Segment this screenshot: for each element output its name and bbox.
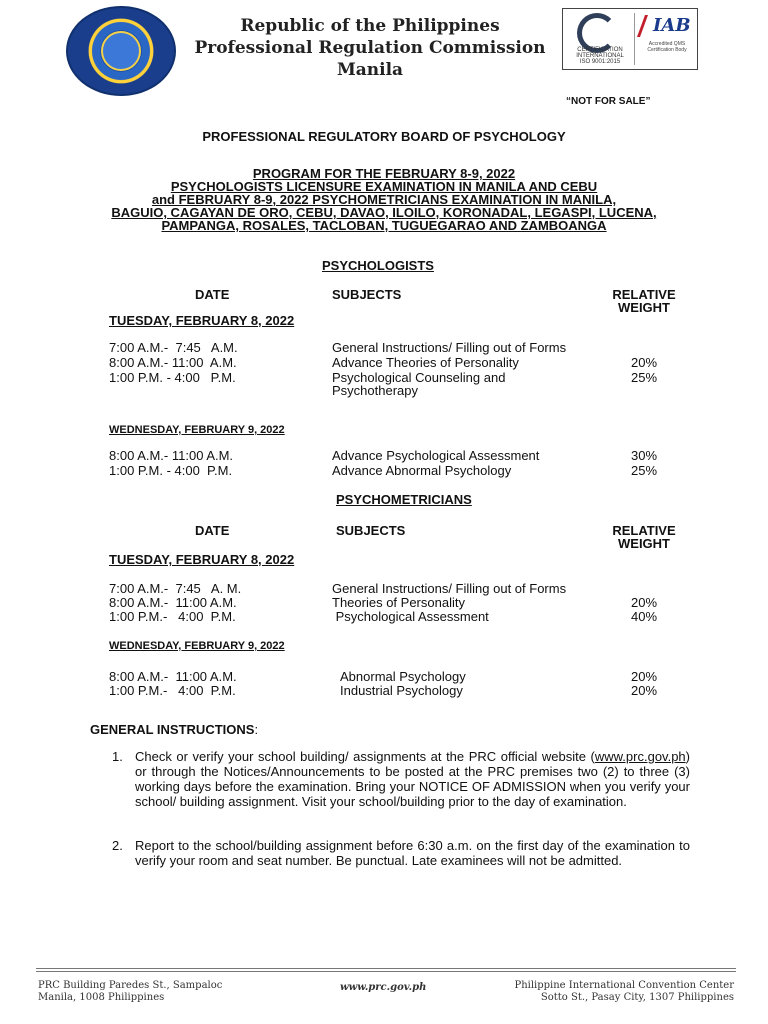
prc-seal-logo [66, 6, 176, 96]
schedule-subject: General Instructions/ Filling out of Forms [332, 340, 567, 355]
schedule-weight: 20% [630, 355, 658, 370]
schedule-weight: 25% [630, 463, 658, 478]
psychologists-day2-heading: WEDNESDAY, FEBRUARY 9, 2022 [109, 424, 285, 436]
column-weight-1: RELATIVE [612, 523, 676, 538]
header-city: Manila [336, 60, 404, 80]
cert-divider [634, 13, 635, 65]
header-commission: Professional Regulation Commission [194, 38, 546, 58]
footer-divider [36, 971, 736, 972]
psychometricians-day1-heading: TUESDAY, FEBRUARY 8, 2022 [109, 552, 295, 567]
cert-label: CERTIFICATION INTERNATIONAL [576, 47, 624, 59]
instruction-text: Report to the school/building assignment before 6:30 a.m. on the first day of the examination to verify your room and seat number. Be punctual. Late examinees will not be admitted. [135, 838, 690, 868]
schedule-subject: Advance Abnormal Psychology [332, 463, 512, 478]
psychologists-day1-heading: TUESDAY, FEBRUARY 8, 2022 [109, 313, 295, 328]
schedule-time: 7:00 A.M.- 7:45 A. M. [109, 581, 242, 596]
footer-right-line2: Sotto St., Pasay City, 1307 Philippines [540, 992, 734, 1003]
schedule-weight: 30% [630, 448, 658, 463]
header-republic: Republic of the Philippines [240, 16, 500, 36]
program-line-3: and FEBRUARY 8-9, 2022 PSYCHOMETRICIANS EXAMINATION IN MANILA, [151, 192, 617, 207]
cert-iso: ISO 9001:2015 [579, 59, 621, 65]
schedule-weight: 20% [630, 669, 658, 684]
schedule-time: 8:00 A.M.- 11:00 A.M. [109, 669, 237, 684]
schedule-subject: Theories of Personality [332, 595, 465, 610]
column-subjects: SUBJECTS [332, 287, 402, 302]
schedule-subject: General Instructions/ Filling out of Forms [332, 581, 567, 596]
footer-website[interactable]: www.prc.gov.ph [340, 982, 427, 993]
schedule-subject: Advance Psychological Assessment [332, 448, 540, 463]
schedule-subject: Psychological Assessment [332, 609, 489, 624]
section-psychologists-title: PSYCHOLOGISTS [322, 258, 434, 273]
column-weight-2: WEIGHT [618, 536, 670, 551]
certification-logos [562, 8, 698, 70]
schedule-subject: Industrial Psychology [340, 683, 463, 698]
program-line-5: PAMPANGA, ROSALES, TACLOBAN, TUGUEGARAO AND ZAMBOANGA [161, 218, 607, 233]
program-line-2: PSYCHOLOGISTS LICENSURE EXAMINATION IN MANILA AND CEBU [170, 179, 598, 194]
schedule-subject: Advance Theories of Personality [332, 355, 519, 370]
footer-divider [36, 968, 736, 969]
instruction-number: 2. [112, 838, 123, 853]
footer-right-line1: Philippine International Convention Center [514, 980, 734, 991]
column-date: DATE [195, 523, 230, 538]
footer-address-left [38, 980, 222, 1004]
column-weight-1: RELATIVE [612, 287, 676, 302]
instruction-item [112, 749, 690, 829]
schedule-time: 1:00 P.M. - 4:00 P.M. [109, 463, 233, 478]
footer-address-right [450, 980, 734, 1004]
column-weight-2: WEIGHT [618, 300, 670, 315]
schedule-time: 8:00 A.M.- 11:00 A.M. [109, 355, 237, 370]
schedule-subject-cont: Psychotherapy [332, 383, 418, 398]
general-instructions-colon: : [254, 722, 259, 737]
schedule-subject: Abnormal Psychology [340, 669, 466, 684]
column-subjects: SUBJECTS [336, 523, 406, 538]
prc-website-link[interactable]: www.prc.gov.ph [594, 749, 686, 764]
schedule-time: 7:00 A.M.- 7:45 A.M. [109, 340, 238, 355]
instruction-item [112, 838, 690, 888]
schedule-time: 1:00 P.M.- 4:00 P.M. [109, 683, 236, 698]
schedule-time: 1:00 P.M. - 4:00 P.M. [109, 370, 236, 385]
footer-left-line1: PRC Building Paredes St., Sampaloc [38, 980, 223, 991]
not-for-sale-label: “NOT FOR SALE” [566, 96, 651, 107]
column-date: DATE [195, 287, 230, 302]
schedule-weight: 40% [630, 609, 658, 624]
iab-text: Accredited QMS Certification Body [647, 41, 687, 53]
program-line-4: BAGUIO, CAGAYAN DE ORO, CEBU, DAVAO, ILOILO, KORONADAL, LEGASPI, LUCENA, [111, 205, 657, 220]
schedule-time: 1:00 P.M.- 4:00 P.M. [109, 609, 236, 624]
schedule-subject: Psychological Counseling and [332, 370, 506, 385]
board-title: PROFESSIONAL REGULATORY BOARD OF PSYCHOLOGY [202, 129, 566, 144]
iab-logo: IAB [653, 15, 691, 36]
schedule-time: 8:00 A.M.- 11:00 A.M. [109, 448, 234, 463]
section-psychometricians-title: PSYCHOMETRICIANS [336, 492, 472, 507]
program-line-1: PROGRAM FOR THE FEBRUARY 8-9, 2022 [252, 166, 516, 181]
general-instructions-title-text: GENERAL INSTRUCTIONS [90, 722, 255, 737]
schedule-weight: 20% [630, 683, 658, 698]
schedule-time: 8:00 A.M.- 11:00 A.M. [109, 595, 237, 610]
instruction-number: 1. [112, 749, 123, 764]
instruction-text [135, 749, 690, 809]
schedule-weight: 20% [630, 595, 658, 610]
footer-left-line2: Manila, 1008 Philippines [38, 992, 165, 1003]
instruction-text-part: Check or verify your school building/ assignments at the PRC official website ( [135, 749, 595, 764]
seal-emblem-icon [101, 31, 141, 71]
schedule-weight: 25% [630, 370, 658, 385]
psychometricians-day2-heading: WEDNESDAY, FEBRUARY 9, 2022 [109, 640, 285, 652]
general-instructions-title [90, 722, 258, 737]
instruction-text-part: ) or through the Notices/Announcements to be posted at the PRC premises two (2) to three (3) working days before the examination. Bring your NOTICE OF ADMISSION when you verify your school/ building assignment. Visit your school/building prior to the day of examination. [135, 749, 690, 809]
